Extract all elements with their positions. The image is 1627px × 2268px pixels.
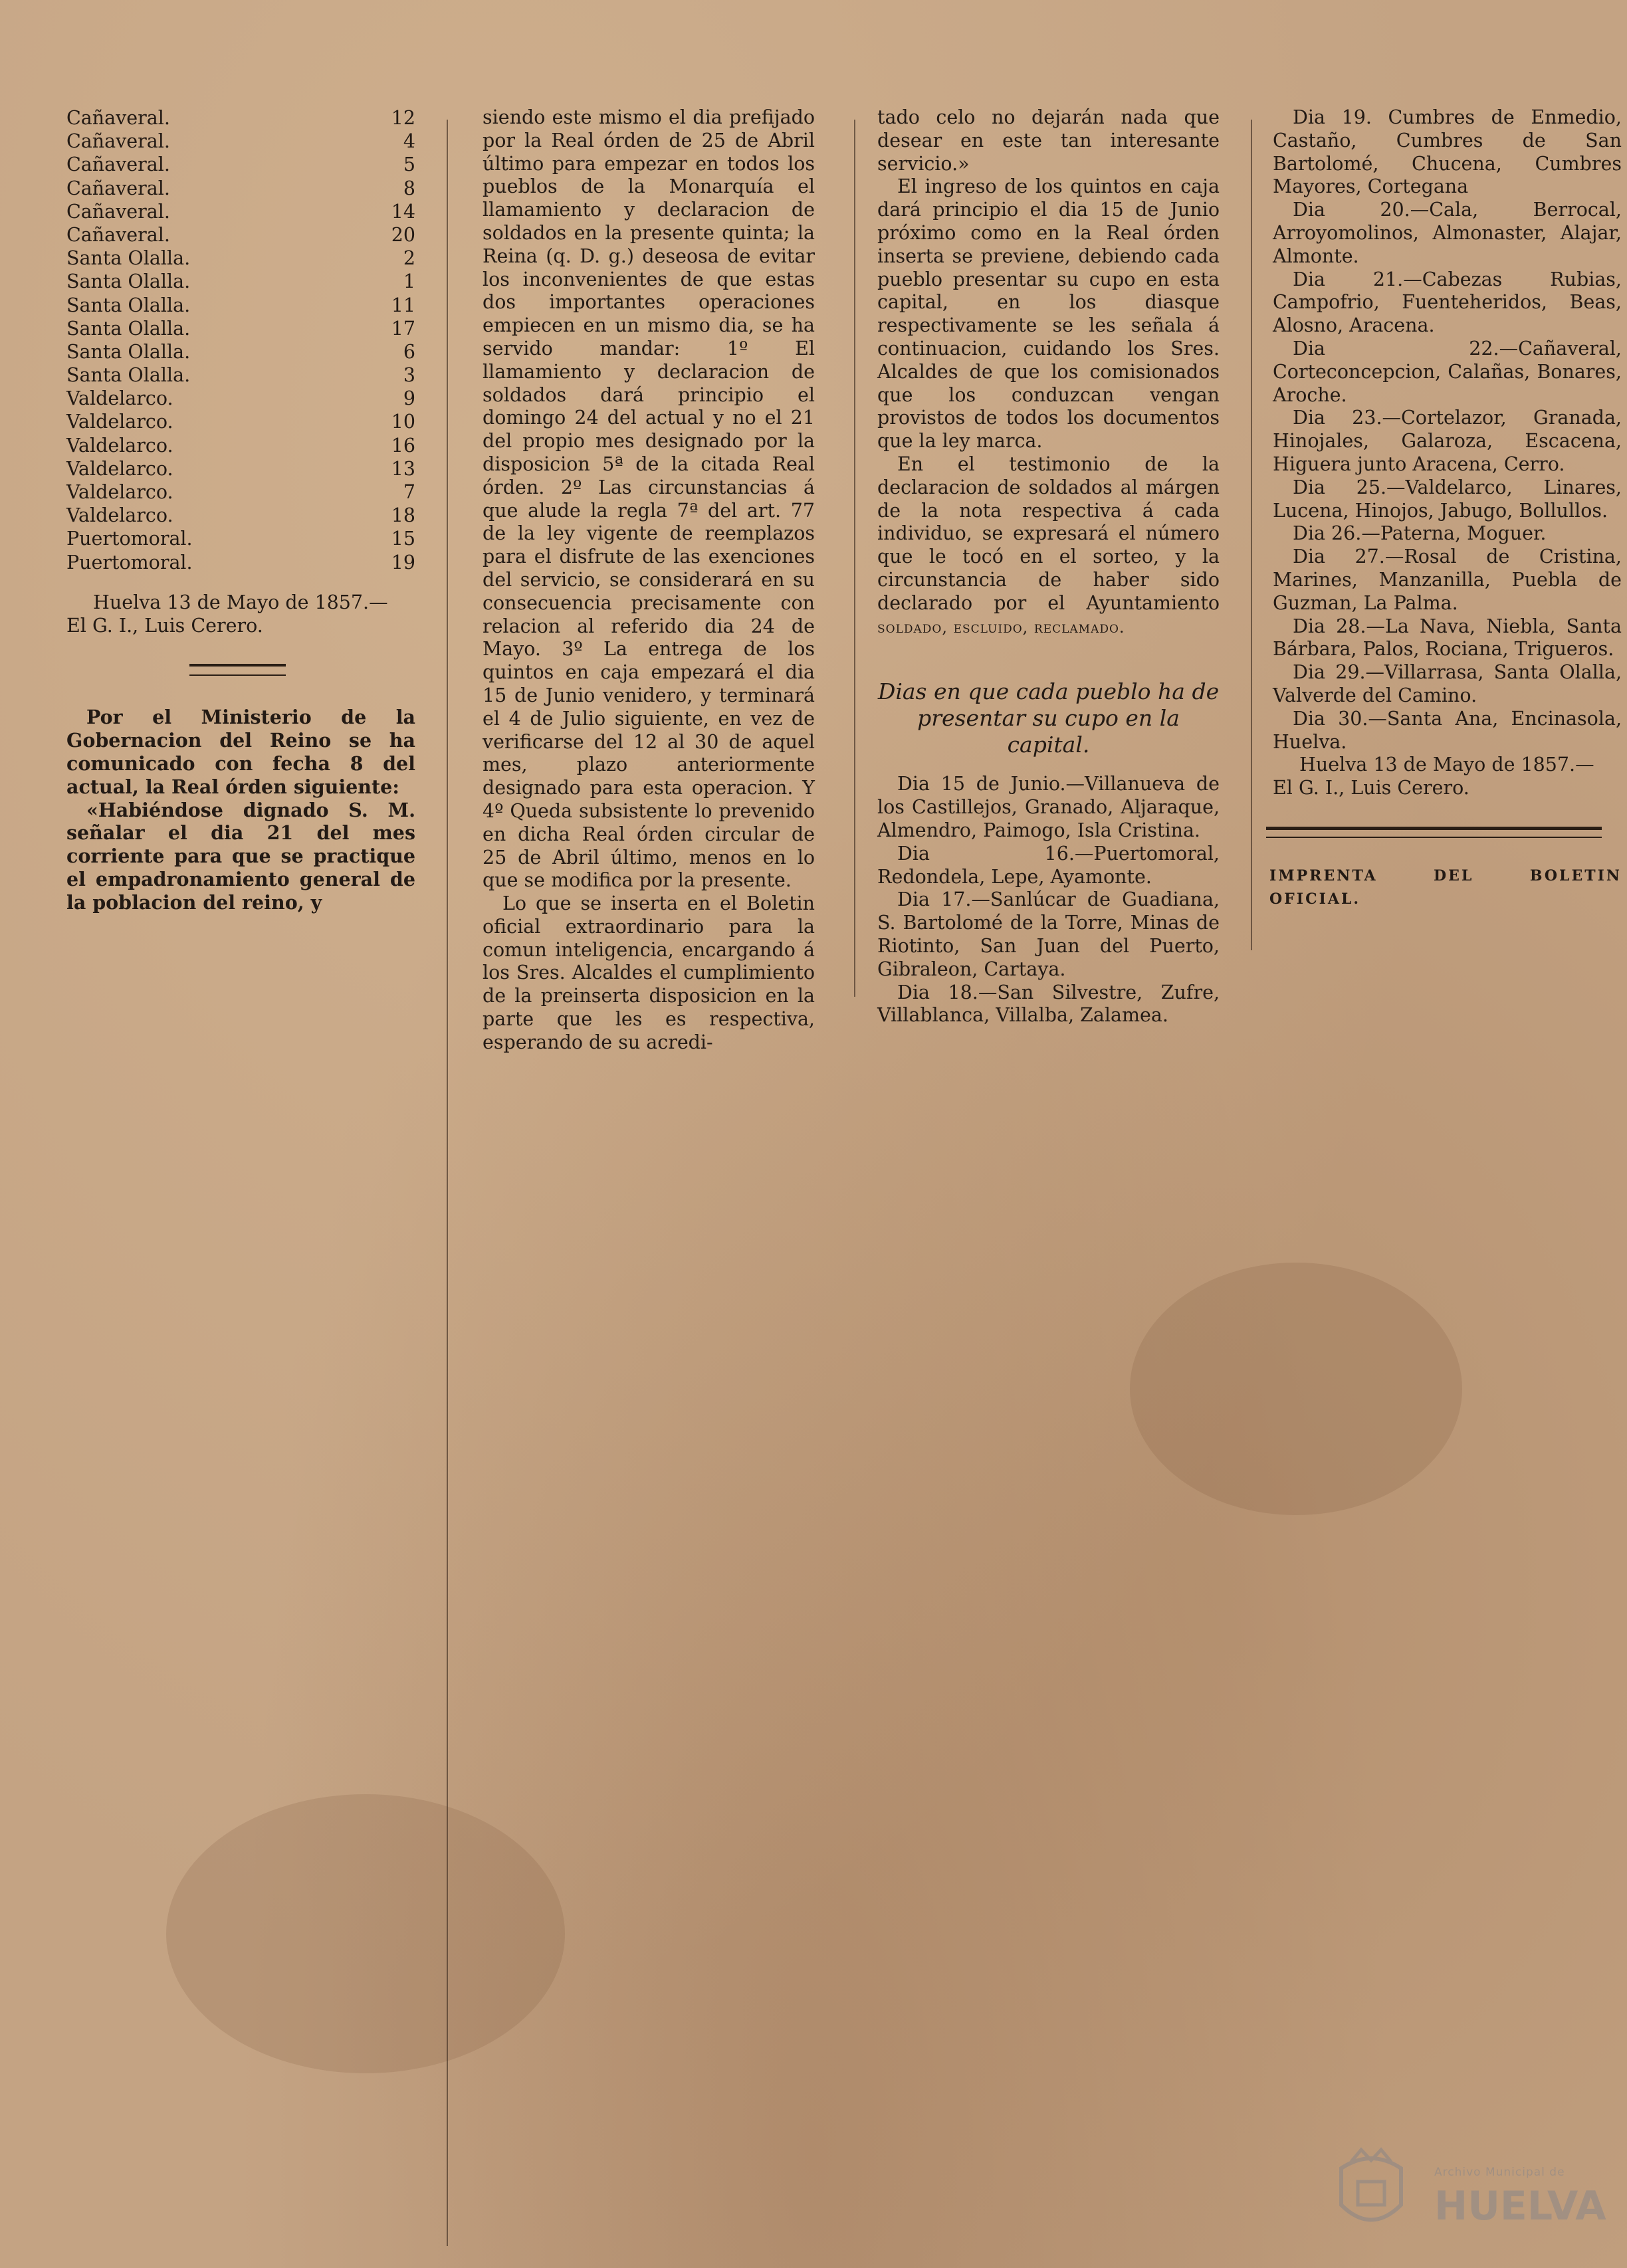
schedule-entry: Dia 25.—Valdelarco, Linares, Lucena, Hinojos, Jabugo, Bollullos.: [1273, 476, 1622, 522]
quota-row: [66, 200, 415, 223]
town-name: Valdelarco.: [66, 457, 173, 480]
quota-number: 4: [403, 130, 415, 153]
quota-number: 12: [391, 107, 415, 129]
archive-watermark: [1321, 2142, 1606, 2241]
signature-name: El G. I., Luis Cerero.: [1273, 777, 1469, 799]
town-name: Santa Olalla.: [66, 340, 191, 363]
quota-row: [66, 247, 415, 270]
quota-row: [66, 434, 415, 457]
quota-number: 18: [391, 504, 415, 527]
quota-number: 1: [403, 270, 415, 293]
quota-number: 10: [391, 411, 415, 433]
town-name: Santa Olalla.: [66, 270, 191, 293]
quota-number: 11: [391, 294, 415, 316]
town-name: Valdelarco.: [66, 411, 173, 433]
schedule-entry: Dia 21.—Cabezas Rubias, Campofrio, Fuenteheridos, Beas, Alosno, Aracena.: [1273, 268, 1622, 337]
schedule-entry: Dia 26.—Paterna, Moguer.: [1293, 522, 1547, 545]
schedule-entry: Dia 27.—Rosal de Cristina, Marines, Manzanilla, Puebla de Guzman, La Palma.: [1273, 546, 1622, 614]
royal-order-start: «Habiéndose dignado S. M. señalar el dia 21 del mes corriente para que se practique el empadronamiento general de la poblacion del reino, y: [66, 798, 415, 914]
schedule-entry: Dia 29.—Villarrasa, Santa Olalla, Valverde del Camino.: [1273, 661, 1622, 706]
declaration-instructions: [877, 453, 1220, 639]
quota-number: 15: [391, 528, 415, 550]
quota-number: 13: [391, 457, 415, 480]
quota-number: 9: [403, 387, 415, 410]
schedule-entry: Dia 22.—Cañaveral, Corteconcepcion, Calañas, Bonares, Aroche.: [1273, 337, 1622, 406]
declaration-categories: soldado, escluido, reclamado.: [877, 617, 1125, 637]
town-name: Cañaveral.: [66, 177, 170, 199]
quota-number: 14: [391, 200, 415, 223]
schedule-list-part1: [877, 773, 1220, 1027]
column-2: [483, 106, 815, 1055]
quota-row: [66, 480, 415, 504]
quota-number: 6: [403, 340, 415, 363]
quota-number: 5: [403, 154, 415, 176]
column-1: [66, 106, 415, 914]
town-name: Santa Olalla.: [66, 317, 191, 340]
ministry-intro: Por el Ministerio de la Gobernacion del Reino se ha comunicado con fecha 8 del actual, la Real órden siguiente:: [66, 706, 415, 798]
town-name: Valdelarco.: [66, 481, 173, 503]
quota-number: 17: [391, 317, 415, 340]
declaration-text: En el testimonio de la declaracion de soldados al márgen de la nota respectiva á cada individuo, se expresará el número que le tocó en el sorteo, y la circunstancia de haber sido declarado por el Ayuntamiento: [877, 453, 1220, 614]
quota-row: [66, 317, 415, 340]
town-name: Valdelarco.: [66, 504, 173, 527]
quota-row: [66, 106, 415, 130]
watermark-subtitle: Archivo Municipal de: [1434, 2166, 1565, 2179]
schedule-list-part2: [1273, 106, 1622, 754]
quota-row: [66, 223, 415, 247]
quota-row: [66, 294, 415, 317]
watermark-title: HUELVA: [1434, 2183, 1606, 2229]
quota-number: 20: [391, 223, 415, 246]
schedule-entry: Dia 15 de Junio.—Villanueva de los Castillejos, Granado, Aljaraque, Almendro, Paimogo, Isla Cristina.: [877, 773, 1220, 841]
paper-stain: [166, 1794, 565, 2073]
quota-row: [66, 410, 415, 433]
quota-row: [66, 551, 415, 574]
quota-number: 3: [403, 364, 415, 387]
schedule-entry: Dia 20.—Cala, Berrocal, Arroyomolinos, Almonaster, Alajar, Almonte.: [1273, 199, 1622, 267]
quota-row: [66, 387, 415, 410]
schedule-entry: Dia 16.—Puertomoral, Redondela, Lepe, Ayamonte.: [877, 842, 1220, 888]
town-name: Santa Olalla.: [66, 294, 191, 316]
quota-number: 7: [403, 481, 415, 503]
town-name: Santa Olalla.: [66, 247, 191, 270]
town-name: Cañaveral.: [66, 107, 170, 129]
entry-instructions: El ingreso de los quintos en caja dará principio el dia 15 de Junio próximo como en la Real órden inserta se previene, debiendo cada pueblo presentar su cupo en esta capital, en los diasque respectivamente se les señala á continuacion, cuidando los Sres. Alcaldes de que los comisionados que los conduzcan vengan provistos de todos los documentos que la ley marca.: [877, 175, 1220, 453]
town-name: Santa Olalla.: [66, 364, 191, 387]
town-name: Valdelarco.: [66, 387, 173, 410]
column-divider: [854, 120, 855, 997]
schedule-entry: Dia 23.—Cortelazor, Granada, Hinojales, Galaroza, Escacena, Higuera junto Aracena, Cerro.: [1273, 407, 1622, 475]
quota-row: [66, 457, 415, 480]
town-name: Cañaveral.: [66, 130, 170, 153]
town-name: Cañaveral.: [66, 154, 170, 176]
quota-row: [66, 527, 415, 550]
schedule-entry: Dia 28.—La Nava, Niebla, Santa Bárbara, Palos, Rociana, Trigueros.: [1273, 615, 1622, 661]
quota-row: [66, 153, 415, 176]
column-4: [1269, 106, 1622, 911]
schedule-entry: Dia 18.—San Silvestre, Zufre, Villablanca, Villalba, Zalamea.: [877, 981, 1220, 1027]
coat-of-arms-icon: [1321, 2142, 1421, 2241]
printer-imprint: IMPRENTA DEL BOLETIN OFICIAL.: [1269, 867, 1622, 908]
town-name: Cañaveral.: [66, 223, 170, 246]
town-name: Cañaveral.: [66, 200, 170, 223]
town-name: Valdelarco.: [66, 434, 173, 457]
schedule-entry: Dia 19. Cumbres de Enmedio, Castaño, Cumbres de San Bartolomé, Chucena, Cumbres Mayores, Cortegana: [1273, 106, 1622, 198]
quota-row: [66, 130, 415, 153]
quota-number: 19: [391, 551, 415, 573]
column-3: [877, 106, 1220, 1027]
royal-order-end: tado celo no dejarán nada que desear en este tan interesante servicio.»: [877, 106, 1220, 175]
schedule-entry: Dia 30.—Santa Ana, Encinasola, Huelva.: [1273, 707, 1622, 753]
signature-name: El G. I., Luis Cerero.: [66, 614, 263, 637]
signature-date: Huelva 13 de Mayo de 1857.—: [93, 591, 388, 613]
section-separator: [1266, 827, 1602, 838]
quota-row: [66, 504, 415, 527]
quota-row: [66, 177, 415, 200]
column-divider: [447, 120, 448, 2246]
insertion-notice: Lo que se inserta en el Boletin oficial extraordinario para la comun inteligencia, encargando á los Sres. Alcaldes el cumplimiento de la preinserta disposicion en la parte que les es respectiva, esperando de su acredi-: [483, 892, 815, 1053]
quota-number: 16: [391, 434, 415, 457]
quota-list: [66, 106, 415, 574]
paper-stain: [1130, 1263, 1462, 1515]
column-divider: [1251, 120, 1252, 950]
quota-row: [66, 340, 415, 363]
quota-row: [66, 270, 415, 293]
royal-order-body: siendo este mismo el dia prefijado por la Real órden de 25 de Abril último para empezar en todos los pueblos de la Monarquía el llamamiento y declaracion de soldados en la presente quinta; la Reina (q. D. g.) deseosa de evitar los inconvenientes de que estas dos importantes operaciones empiecen en un mismo dia, se ha servido mandar: 1º El llamamiento y declaracion de soldados dará principio el domingo 24 del actual y no el 21 del propio mes designado por la disposicion 5ª de la citada Real órden. 2º Las circunstancias á que alude la regla 7ª del art. 77 de la ley vigente de reemplazos para el disfrute de las exenciones del servicio, se considerará en su consecuencia precisamente con relacion al referido dia 24 de Mayo. 3º La entrega de los quintos en caja empezará el dia 15 de Junio venidero, y terminará el 4 de Julio siguiente, en vez de verificarse del 12 al 30 de aquel mes, plazo anteriormente designado para esta operacion. Y 4º Queda subsistente lo prevenido en dicha Real órden circular de 25 de Abril último, menos en lo que se modifica por la presente.: [483, 106, 815, 892]
schedule-heading: Dias en que cada pueblo ha de presentar su cupo en la capital.: [877, 678, 1220, 758]
quota-number: 2: [403, 247, 415, 270]
signature-date: Huelva 13 de Mayo de 1857.—: [1299, 754, 1594, 776]
town-name: Puertomoral.: [66, 528, 193, 550]
section-separator: [189, 664, 286, 676]
quota-number: 8: [403, 177, 415, 199]
schedule-entry: Dia 17.—Sanlúcar de Guadiana, S. Bartolomé de la Torre, Minas de Riotinto, San Juan del Puerto, Gibraleon, Cartaya.: [877, 888, 1220, 980]
quota-row: [66, 363, 415, 387]
town-name: Puertomoral.: [66, 551, 193, 573]
